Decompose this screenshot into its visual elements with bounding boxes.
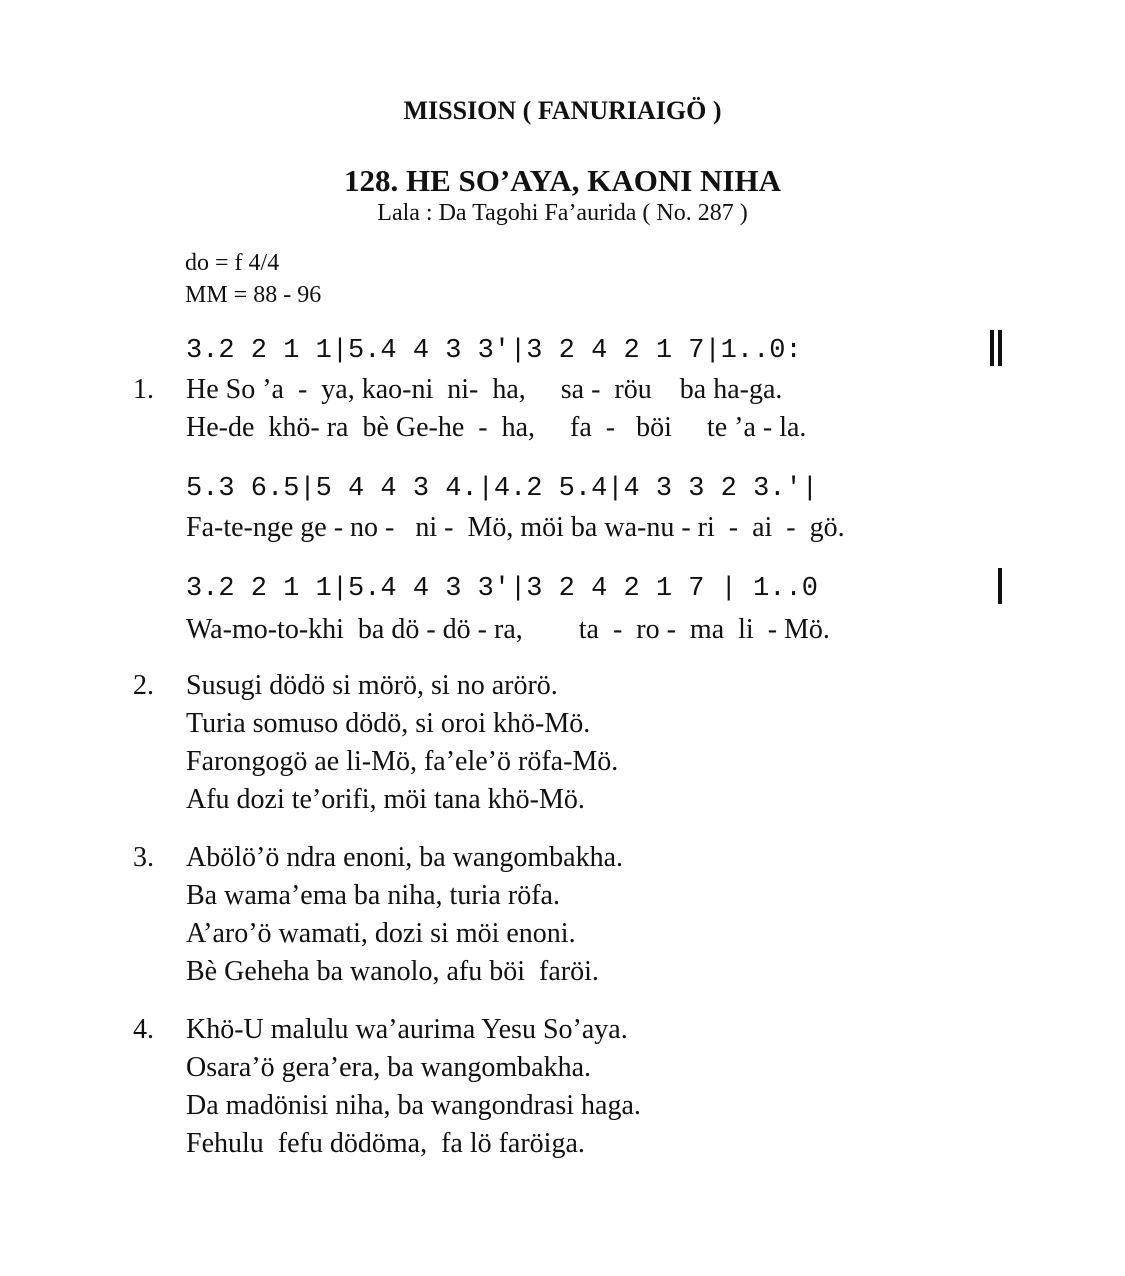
notation-line-1: 3.2 2 1 1|5.4 4 3 3'|3 2 4 2 1 7|1..0:	[186, 336, 802, 366]
lyric-line: Turia somuso dödö, si oroi khö-Mö.	[186, 708, 591, 739]
lyric-line: He So ’a - ya, kao-ni ni- ha, sa - röu ba ha-ga.	[186, 374, 783, 405]
hymn-title: 128. HE SO’AYA, KAONI NIHA	[344, 163, 781, 198]
verse-number: 2.	[133, 670, 154, 701]
lyric-line: Susugi dödö si mörö, si no arörö.	[186, 670, 558, 701]
lyric-line: Abölö’ö ndra enoni, ba wangombakha.	[186, 842, 623, 873]
repeat-barline	[998, 330, 1002, 366]
lyric-line: He-de khö- ra bè Ge-he - ha, fa - böi te ’a - la.	[186, 412, 807, 443]
lyric-line: Khö-U malulu wa’aurima Yesu So’aya.	[186, 1014, 628, 1045]
lyric-line: Ba wama’ema ba niha, turia röfa.	[186, 880, 560, 911]
lyric-line: Wa-mo-to-khi ba dö - dö - ra, ta - ro - ma li - Mö.	[186, 614, 830, 645]
verse-number: 1.	[133, 374, 154, 405]
key-signature: do = f 4/4	[185, 250, 280, 276]
tempo-marking: MM = 88 - 96	[185, 282, 322, 308]
lyric-line: Afu dozi te’orifi, möi tana khö-Mö.	[186, 784, 585, 815]
lyric-line: A’aro’ö wamati, dozi si möi enoni.	[186, 918, 576, 949]
lyric-line: Fa-te-nge ge - no - ni - Mö, möi ba wa-nu - ri - ai - gö.	[186, 512, 845, 543]
lyric-line: Da madönisi niha, ba wangondrasi haga.	[186, 1090, 641, 1121]
tune-reference: Lala : Da Tagohi Fa’aurida ( No. 287 )	[377, 200, 748, 226]
repeat-barline	[990, 330, 994, 366]
section-title: MISSION ( FANURIAIGÖ )	[403, 96, 722, 125]
lyric-line: Bè Geheha ba wanolo, afu böi faröi.	[186, 956, 599, 987]
verse-number: 3.	[133, 842, 154, 873]
lyric-line: Farongogö ae li-Mö, fa’ele’ö röfa-Mö.	[186, 746, 619, 777]
lyric-line: Fehulu fefu dödöma, fa lö faröiga.	[186, 1128, 585, 1159]
notation-line-2: 5.3 6.5|5 4 4 3 4.|4.2 5.4|4 3 3 2 3.'|	[186, 474, 818, 504]
notation-line-3: 3.2 2 1 1|5.4 4 3 3'|3 2 4 2 1 7 | 1..0	[186, 574, 818, 604]
final-barline	[998, 568, 1002, 604]
lyric-line: Osara’ö gera’era, ba wangombakha.	[186, 1052, 592, 1083]
verse-number: 4.	[133, 1014, 154, 1045]
